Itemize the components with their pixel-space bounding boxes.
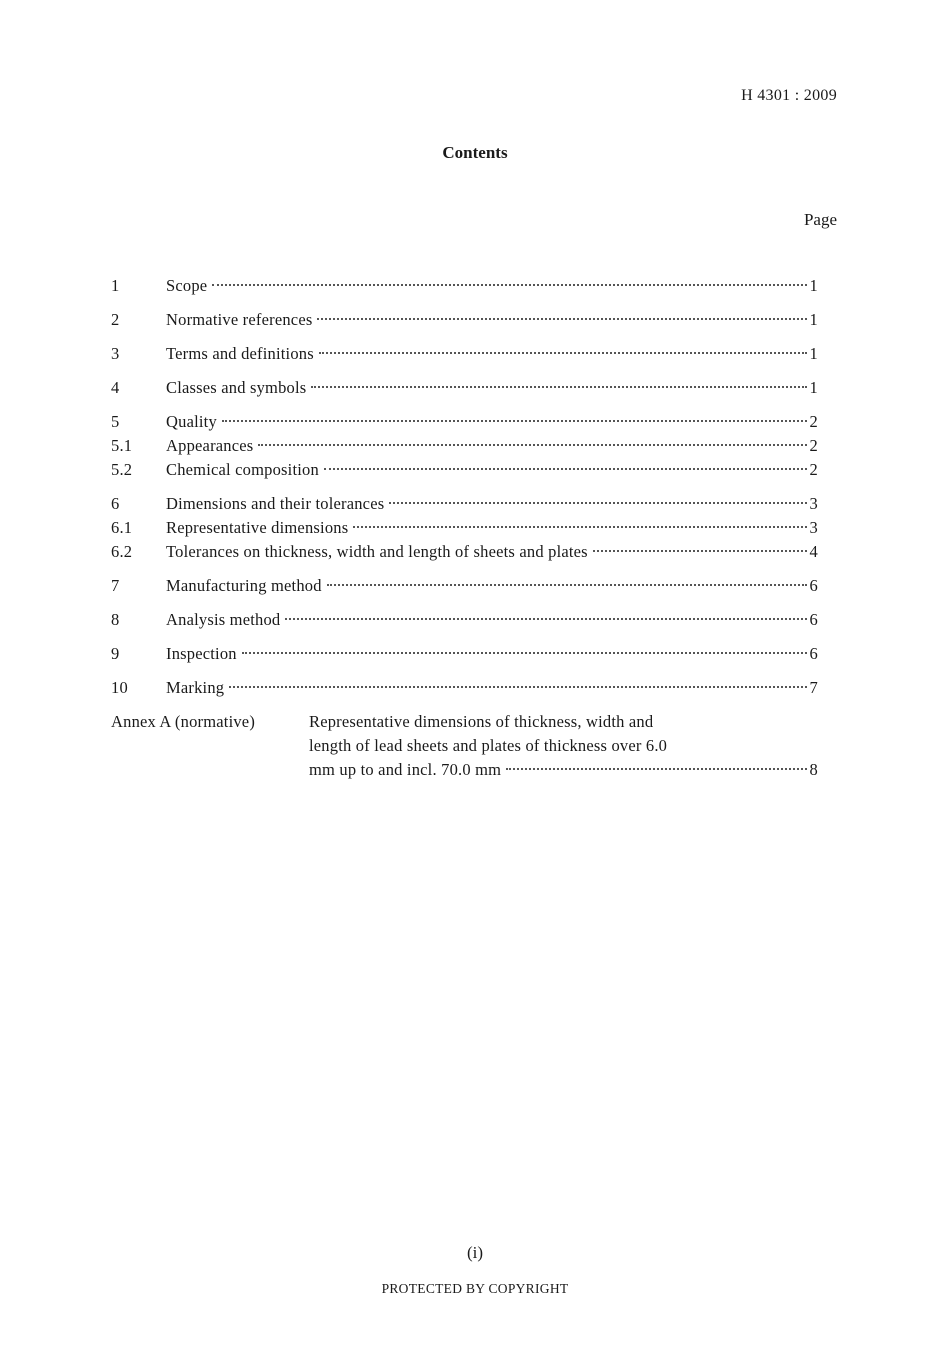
toc-entry-3[interactable] bbox=[111, 342, 818, 366]
toc-entry-page: 2 bbox=[809, 412, 818, 431]
leader-dots bbox=[212, 284, 806, 286]
toc-entry-7[interactable] bbox=[111, 574, 818, 598]
toc-entry-1[interactable] bbox=[111, 274, 818, 298]
page-column-heading: Page bbox=[803, 210, 837, 229]
toc-entry-title: Representative dimensions bbox=[166, 518, 349, 537]
toc-entry-number: 6 bbox=[111, 494, 120, 513]
toc-entry-annex-a[interactable] bbox=[111, 710, 818, 782]
toc-entry-title: Appearances bbox=[166, 436, 254, 455]
standard-number: H 4301 : 2009 bbox=[741, 87, 837, 104]
toc-entry-8[interactable] bbox=[111, 608, 818, 632]
contents-title: Contents bbox=[442, 143, 508, 162]
leader-dots bbox=[285, 618, 806, 620]
toc-entry-number: 5.2 bbox=[111, 460, 133, 479]
toc-entry-number: 6.1 bbox=[111, 518, 133, 537]
toc-entry-page: 1 bbox=[809, 276, 818, 295]
toc-entry-number: 10 bbox=[111, 678, 128, 697]
copyright-notice: PROTECTED BY COPYRIGHT bbox=[381, 1281, 569, 1296]
toc-entry-page: 1 bbox=[809, 310, 818, 329]
toc-entry-title: Normative references bbox=[166, 310, 313, 329]
toc-entry-number: 1 bbox=[111, 276, 120, 295]
leader-dots bbox=[353, 526, 806, 528]
annex-title-line: mm up to and incl. 70.0 mm bbox=[309, 760, 502, 779]
toc-entry-number: 7 bbox=[111, 576, 120, 595]
toc-entry-number: 4 bbox=[111, 378, 120, 397]
toc-entry-number: 6.2 bbox=[111, 542, 133, 561]
leader-dots bbox=[324, 468, 807, 470]
annex-title-last-line bbox=[309, 758, 818, 782]
toc-entry-page: 3 bbox=[809, 494, 818, 513]
toc-entry-10[interactable] bbox=[111, 676, 818, 700]
leader-dots bbox=[506, 768, 806, 770]
toc-entry-title: Manufacturing method bbox=[166, 576, 322, 595]
toc-entry-title: Inspection bbox=[166, 644, 237, 663]
toc-entry-page: 6 bbox=[809, 576, 818, 595]
toc-entry-5[interactable] bbox=[111, 410, 818, 434]
toc-entry-2[interactable] bbox=[111, 308, 818, 332]
toc-entry-number: 5 bbox=[111, 412, 120, 431]
leader-dots bbox=[593, 550, 807, 552]
toc-entry-title: Chemical composition bbox=[166, 460, 319, 479]
annex-label: Annex A (normative) bbox=[111, 712, 256, 731]
toc-entry-page: 7 bbox=[809, 678, 818, 697]
page-folio: (i) bbox=[466, 1243, 484, 1262]
toc-entry-page: 1 bbox=[809, 378, 818, 397]
toc-entry-9[interactable] bbox=[111, 642, 818, 666]
toc-entry-page: 2 bbox=[809, 460, 818, 479]
toc-entry-page: 1 bbox=[809, 344, 818, 363]
annex-page: 8 bbox=[809, 760, 818, 779]
toc-entry-title: Terms and definitions bbox=[166, 344, 314, 363]
leader-dots bbox=[389, 502, 806, 504]
toc-entry-page: 6 bbox=[809, 644, 818, 663]
leader-dots bbox=[242, 652, 807, 654]
annex-title-line: length of lead sheets and plates of thickness over 6.0 bbox=[309, 736, 668, 755]
toc-entry-title: Tolerances on thickness, width and length of sheets and plates bbox=[166, 542, 588, 561]
toc-entry-title: Marking bbox=[166, 678, 225, 697]
toc-entry-number: 2 bbox=[111, 310, 120, 329]
toc-entry-page: 3 bbox=[809, 518, 818, 537]
toc-entry-title: Classes and symbols bbox=[166, 378, 307, 397]
toc-entry-title: Dimensions and their tolerances bbox=[166, 494, 385, 513]
leader-dots bbox=[317, 318, 806, 320]
leader-dots bbox=[222, 420, 807, 422]
leader-dots bbox=[327, 584, 807, 586]
toc-entry-number: 5.1 bbox=[111, 436, 133, 455]
toc-entry-number: 9 bbox=[111, 644, 120, 663]
annex-title bbox=[309, 710, 818, 782]
toc-entry-page: 2 bbox=[809, 436, 818, 455]
toc-entry-title: Analysis method bbox=[166, 610, 281, 629]
toc-entry-5-2[interactable] bbox=[111, 458, 818, 482]
toc-entry-page: 4 bbox=[809, 542, 818, 561]
toc-entry-page: 6 bbox=[809, 610, 818, 629]
toc-entry-4[interactable] bbox=[111, 376, 818, 400]
toc-entry-5-1[interactable] bbox=[111, 434, 818, 458]
toc-entry-title: Scope bbox=[166, 276, 208, 295]
toc-entry-number: 8 bbox=[111, 610, 120, 629]
toc-entry-6-2[interactable] bbox=[111, 540, 818, 564]
leader-dots bbox=[258, 444, 806, 446]
toc-entry-6-1[interactable] bbox=[111, 516, 818, 540]
toc-entry-title: Quality bbox=[166, 412, 217, 431]
toc-entry-6[interactable] bbox=[111, 492, 818, 516]
annex-title-line: Representative dimensions of thickness, width and bbox=[309, 712, 654, 731]
table-of-contents bbox=[111, 274, 818, 782]
leader-dots bbox=[319, 352, 807, 354]
toc-entry-number: 3 bbox=[111, 344, 120, 363]
leader-dots bbox=[311, 386, 806, 388]
leader-dots bbox=[229, 686, 806, 688]
